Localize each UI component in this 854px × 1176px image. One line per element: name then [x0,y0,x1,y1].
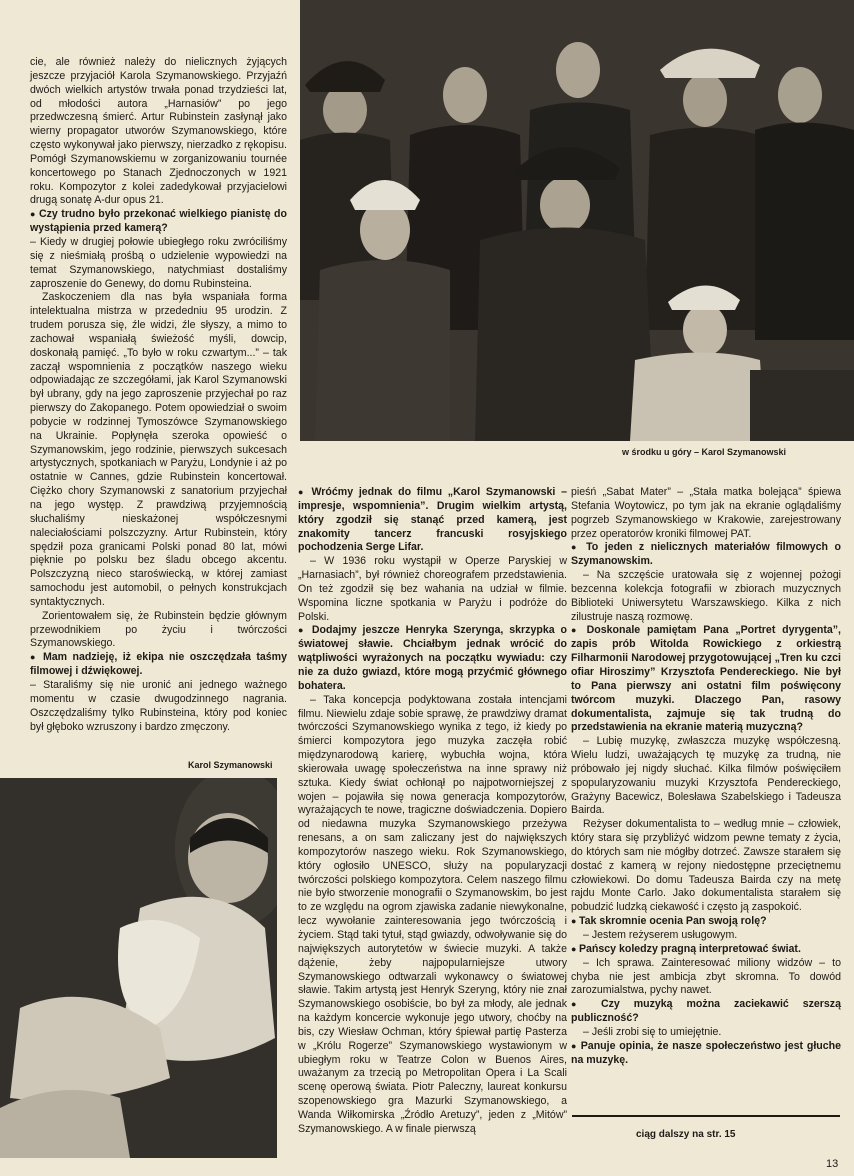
answer: – Lubię muzykę, zwłaszcza muzykę współczesną. Wielu ludzi, uważających tę muzykę za trudną, nie próbowało jej nigdy słuchać. Kilka filmów poświęciłem spopularyzowaniu muzyki Krzysztofa Pendereckiego, Grażyny Bacewicz, Bolesława Szabelskiego i Tadeusza Bairda. [571,735,841,817]
question: ● Tak skromnie ocenia Pan swoją rolę? [571,915,841,929]
page-number: 13 [826,1158,839,1170]
answer: – Ich sprawa. Zainteresować milionу widzów – to chyba nie jest ambicja zbyt skromna. To dowód zarozumialstwa, pychy nawet. [571,956,841,997]
answer: – Jestem reżyserem usługowym. [583,929,738,941]
continued-note: ciąg dalszy na str. 15 [636,1129,736,1140]
paragraph: pieśń „Sabat Mater” – „Stała matka bolejąca” śpiewa Stefania Woytowicz, po tym jak na ekranie oglądaliśmy pogrzeb Szymanowskiego w Krakowie, zarejestrowany przez operatorów kroniki filmowej PAT. [571,486,841,540]
photo-child-szymanowski [0,778,277,1158]
question: ● Dodajmy jeszcze Henryka Szeryngа, skrzypka o światowej sławie. Chciałbym jednak wrócić do wątpliwości wyrażonych na początku wywiadu: czy nie za dużo gwiazd, które mogą przyćmić głównego bohatera. [298,624,567,693]
answer: – W 1936 roku wystąpił w Operze Paryskiej w „Harnasiach”, był również choreografem przedstawienia. On też zgodził się bez wahania na udział w filmie. Wspomina liczne spotkania w Paryżu i podróże do Polski. [298,555,567,623]
answer: – Staraliśmy się nie uronić ani jednego ważnego momentu w czasie dwugodzinnego nagrania. Oszczędzaliśmy tylko Rubinsteina, który pod koniec był głęboko wzruszony i bardzo zmęczony. [30,678,287,733]
question: ● Pańscy koledzy pragną interpretować świat. [571,943,841,957]
paragraph: Zorientowałem się, że Rubinstein będzie głównym przewodnikiem po życiu i twórczości Szymanowskiego. [30,609,287,650]
child-figure-illustration [0,778,277,1158]
answer: – Taka koncepcja podyktowana została intencjami filmu. Niewielu zdaje sobie sprawę, że prawdziwy dramat twórczości Szymanowskiego wynika z tego, iż kiedy po śmierci kompozytora jego muzyka zaczęła robić międzynarodową karierę, wybuchła wojna, która skierowała uwagę społeczeństwa na inne sprawy niż sztuka. Kiedy świat ochłonął po najpotworniejszej z wojen – pojawiła się nowa generacja kompozytorów, wyrażających te nowe, tragiczne doświadczenia. Dopiero od niedawna muzyka Szymanowskiego przeżywa renesans, a on sam zaliczany jest do największych kompozytorów naszego wieku. Rok Szymanowskiego, który ogłosiło UNESCO, służy na popularyzacji twórczości polskiego kompozytora. Celem naszego filmu nie było stworzenie monografii o Szymanowskim, bo jest to ze względu na ogrom zjawiska zadanie niewykonalne, lecz wywołanie zainteresowania jego twórczością i życiem. Stąd taki tytuł, stąd gwiazdy, odwoływanie się do największych autorytetów w świecie muzyki. A także dążenie, żeby najpopularniejsze utwory Szymanowskiego odtwarzali wykonawcy o światowej sławie. Takim artystą jest Henryk Szeryng, który nie znał Szymanowskiego osobiście, bo był za młody, ale jednak na każdym koncercie wykonuje jego utwory, choćby na bis, czy Wiesław Ochman, który śpiewał partię Pasterza w „Królu Rogerze” Szymanowskiego wystawionym w ubiegłym roku w Teatrze Colon w Buenos Aires, uważanym za trzecią po Metropolitan Opera i La Scali scenę operową świata. Piotr Paleczny, laureat konkursu szopenowskiego gra Mazurki Szymanowskiego, a Wanda Wiłkomirska „Źródło Aretuzy”, jeden z „Mitów” Szymanowskiego. A w finale pierwszą [298,693,567,1135]
question: ● To jeden z nielicznych materiałów filmowych o Szymanowskim. [571,541,841,569]
paragraph: Reżyser dokumentalista to – według mnie – człowiek, który stara się przybliżyć widzom pewne tematy z życia, do których sam nie mógłby dotrzeć. Zawsze starałem się dostać z kamerą w rejony niedostępne przeciętnemu człowiekowi. Do domu Tadeusza Bairda czy na metę rajdu Monte Carlo. Jako dokumentalista starałem się pobudzić ludzką ciekawość i często ją zaspokoić. [571,818,841,914]
paragraph: Zaskoczeniem dla nas była wspaniała forma intelektualna mistrza w przededniu 95 urodzin. Z trudem porusza się, źle widzi, źle słyszy, a mimo to zachował wspaniałą świeżość myśli, dowcip, doskonałą pamięć. „To było w roku czwartym...” – tak zaczął wspomnienia z początków naszego wieku odpowiadając ze szczegółami, jak Karol Szymanowski był ubrany, gdy na jego zaproszenie przyjechał po raz pierwszy do Zakopanego. Potem opowiedział o swoim pobycie w rodzinnej Tymoszówce Szymanowskiego na Ukrainie. Popłynęła szeroka opowieść o Szymanowskim, jego rodzinie, pierwszych sukcesach artystycznych, spotkaniach w Paryżu, Londynie i aż po ostatnie w Cannes, gdzie Rubinstein koncertował. Ciężko chory Szymanowski z sanatorium przyjechał na jego występ. Z prawdziwą przyjemnością słuchaliśmy nieskażonej współczesnymi naleciałościami polszczyzny. Artur Rubinstein, który spędził poza granicami Polski ponad 80 lat, mówi pięknie po polsku bez śladu obcego akcentu. Polszczyzną nieco staroświecką, w której zamiast samochodu jest automobil, o pełnych konstrukcjach syntaktycznych. [30,291,287,608]
photo-caption-child: Karol Szymanowski [188,760,273,770]
question: ● Mam nadzieję, iż ekipa nie oszczędzała taśmy filmowej i dźwiękowej. [30,651,287,679]
divider-line [572,1115,840,1117]
photo-caption-group: w środku u góry – Karol Szymanowski [622,447,787,457]
column-right [571,486,841,1067]
photo-group-szymanowski-family [300,0,854,441]
answer: – Na szczęście uratowała się z wojennej pożogi bezcenna kolekcja fotografii w zbiorach muzycznych Biblioteki Uniwersytetu Warszawskiego. Kilka z nich zilustruje naszą rozmowę. [571,569,841,623]
question: ● Doskonale pamiętam Pana „Portret dyrygenta”, zapis prób Witolda Rowickiego z orkiestrą Filharmonii Narodowej przygotowującej „Tren ku czci ofiar Hiroszimy” Krzysztofa Pendereckiego. Nie był to Pana pierwszy ani ostatni film poświęcony twórcom muzyki. Dlaczego Pan, rasowy dokumentalista, zajmuje się tak trudną do przedstawienia na ekranie materią muzyczną? [571,624,841,735]
question: ● Panuje opinia, że nasze społeczeństwo jest głuche na muzykę. [571,1040,841,1068]
group-figures-illustration [300,0,854,441]
column-left [30,56,287,734]
answer: – Jeśli zrobi się to umiejętnie. [583,1025,722,1038]
question: ● Czy muzyką można zaciekawić szerszą publiczność? [571,998,841,1026]
column-middle [298,486,567,1137]
question: ● Wróćmy jednak do filmu „Karol Szymanowski – impresje, wspomnienia”. Drugim wielkim artystą, który zgodził się stanąć przed kamerą, jest znakomity tancerz francuski rosyjskiego pochodzenia Serge Lifar. [298,486,567,555]
answer: – Kiedy w drugiej połowie ubiegłego roku zwróciliśmy się z nieśmiałą prośbą o udzielenie wypowiedzi na temat Szymanowskiego, natychmiast dostaliśmy zaproszenie do Genewy, do domu Rubinsteina. [30,235,287,290]
question: ● Czy trudno było przekonać wielkiego pianistę do wystąpienia przed kamerą? [30,208,287,236]
paragraph: cie, ale również należy do nielicznych żyjących jeszcze przyjaciół Karola Szymanowskiego. Przyjaźń dwóch wielkich artystów trwała ponad trzydzieści lat, od młodości autora „Harnasiów” po jego przedwczesną śmierć. Artur Rubinstein zasłynął jako wierny propagator utworów Szymanowskiego, które często wykonywał jako pierwszy, nierzadko z rękopisu. Pomógł Szymanowskiemu w zorganizowaniu tournée koncertowego po Stanach Zjednoczonych w 1921 roku. Kompozytor z kolei zadedykował przyjacielowi drugą sonatę A-dur opus 21. [30,56,287,207]
